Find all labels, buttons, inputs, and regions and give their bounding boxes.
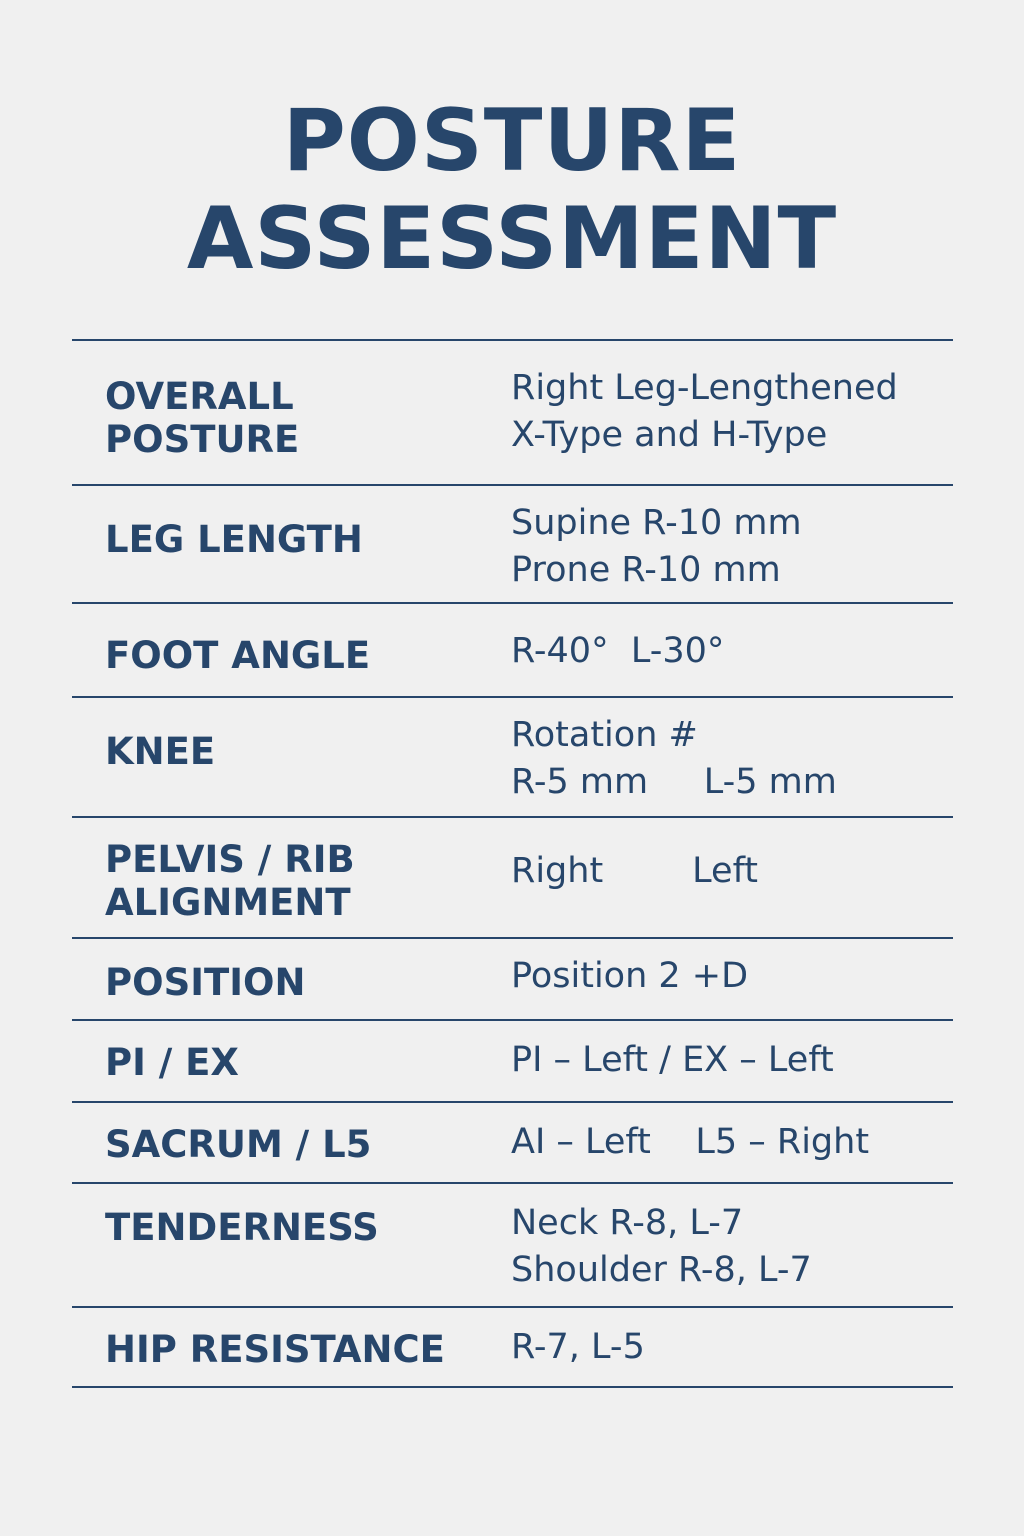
row-value: Position 2 +D — [511, 956, 749, 996]
row-value: Supine R-10 mm Prone R-10 mm — [511, 503, 802, 590]
table-row-leg-length — [72, 486, 953, 604]
table-row-tenderness — [72, 1184, 953, 1308]
row-label: HIP RESISTANCE — [105, 1328, 445, 1371]
table-row-overall-posture — [72, 341, 953, 486]
row-label: KNEE — [105, 730, 216, 773]
row-label: TENDERNESS — [105, 1206, 379, 1249]
table-row-foot-angle — [72, 604, 953, 698]
table-row-pi-ex — [72, 1021, 953, 1103]
table-row-position — [72, 939, 953, 1021]
row-label: POSITION — [105, 961, 306, 1004]
row-value: Neck R-8, L-7 Shoulder R-8, L-7 — [511, 1203, 812, 1290]
row-label: LEG LENGTH — [105, 518, 363, 561]
row-value: Rotation # R-5 mm L-5 mm — [511, 715, 837, 802]
row-label: PI / EX — [105, 1041, 239, 1084]
row-label: FOOT ANGLE — [105, 634, 371, 677]
assessment-table — [72, 339, 953, 1388]
table-row-pelvis-rib-alignment — [72, 818, 953, 939]
row-value: PI – Left / EX – Left — [511, 1040, 834, 1080]
row-label: PELVIS / RIB ALIGNMENT — [105, 838, 355, 924]
page-title — [0, 92, 1024, 288]
row-value: AI – Left L5 – Right — [511, 1122, 870, 1162]
row-value: Right Left — [511, 851, 759, 891]
page-title-line-2: ASSESSMENT — [186, 189, 838, 289]
row-value: R-40° L-30° — [511, 631, 725, 671]
row-label: OVERALL POSTURE — [105, 375, 300, 461]
row-value: R-7, L-5 — [511, 1327, 645, 1367]
table-row-sacrum-l5 — [72, 1103, 953, 1184]
table-row-knee — [72, 698, 953, 818]
row-value: Right Leg-Lengthened X-Type and H-Type — [511, 368, 898, 455]
row-label: SACRUM / L5 — [105, 1123, 372, 1166]
page-title-line-1: POSTURE — [282, 91, 742, 191]
table-row-hip-resistance — [72, 1308, 953, 1388]
